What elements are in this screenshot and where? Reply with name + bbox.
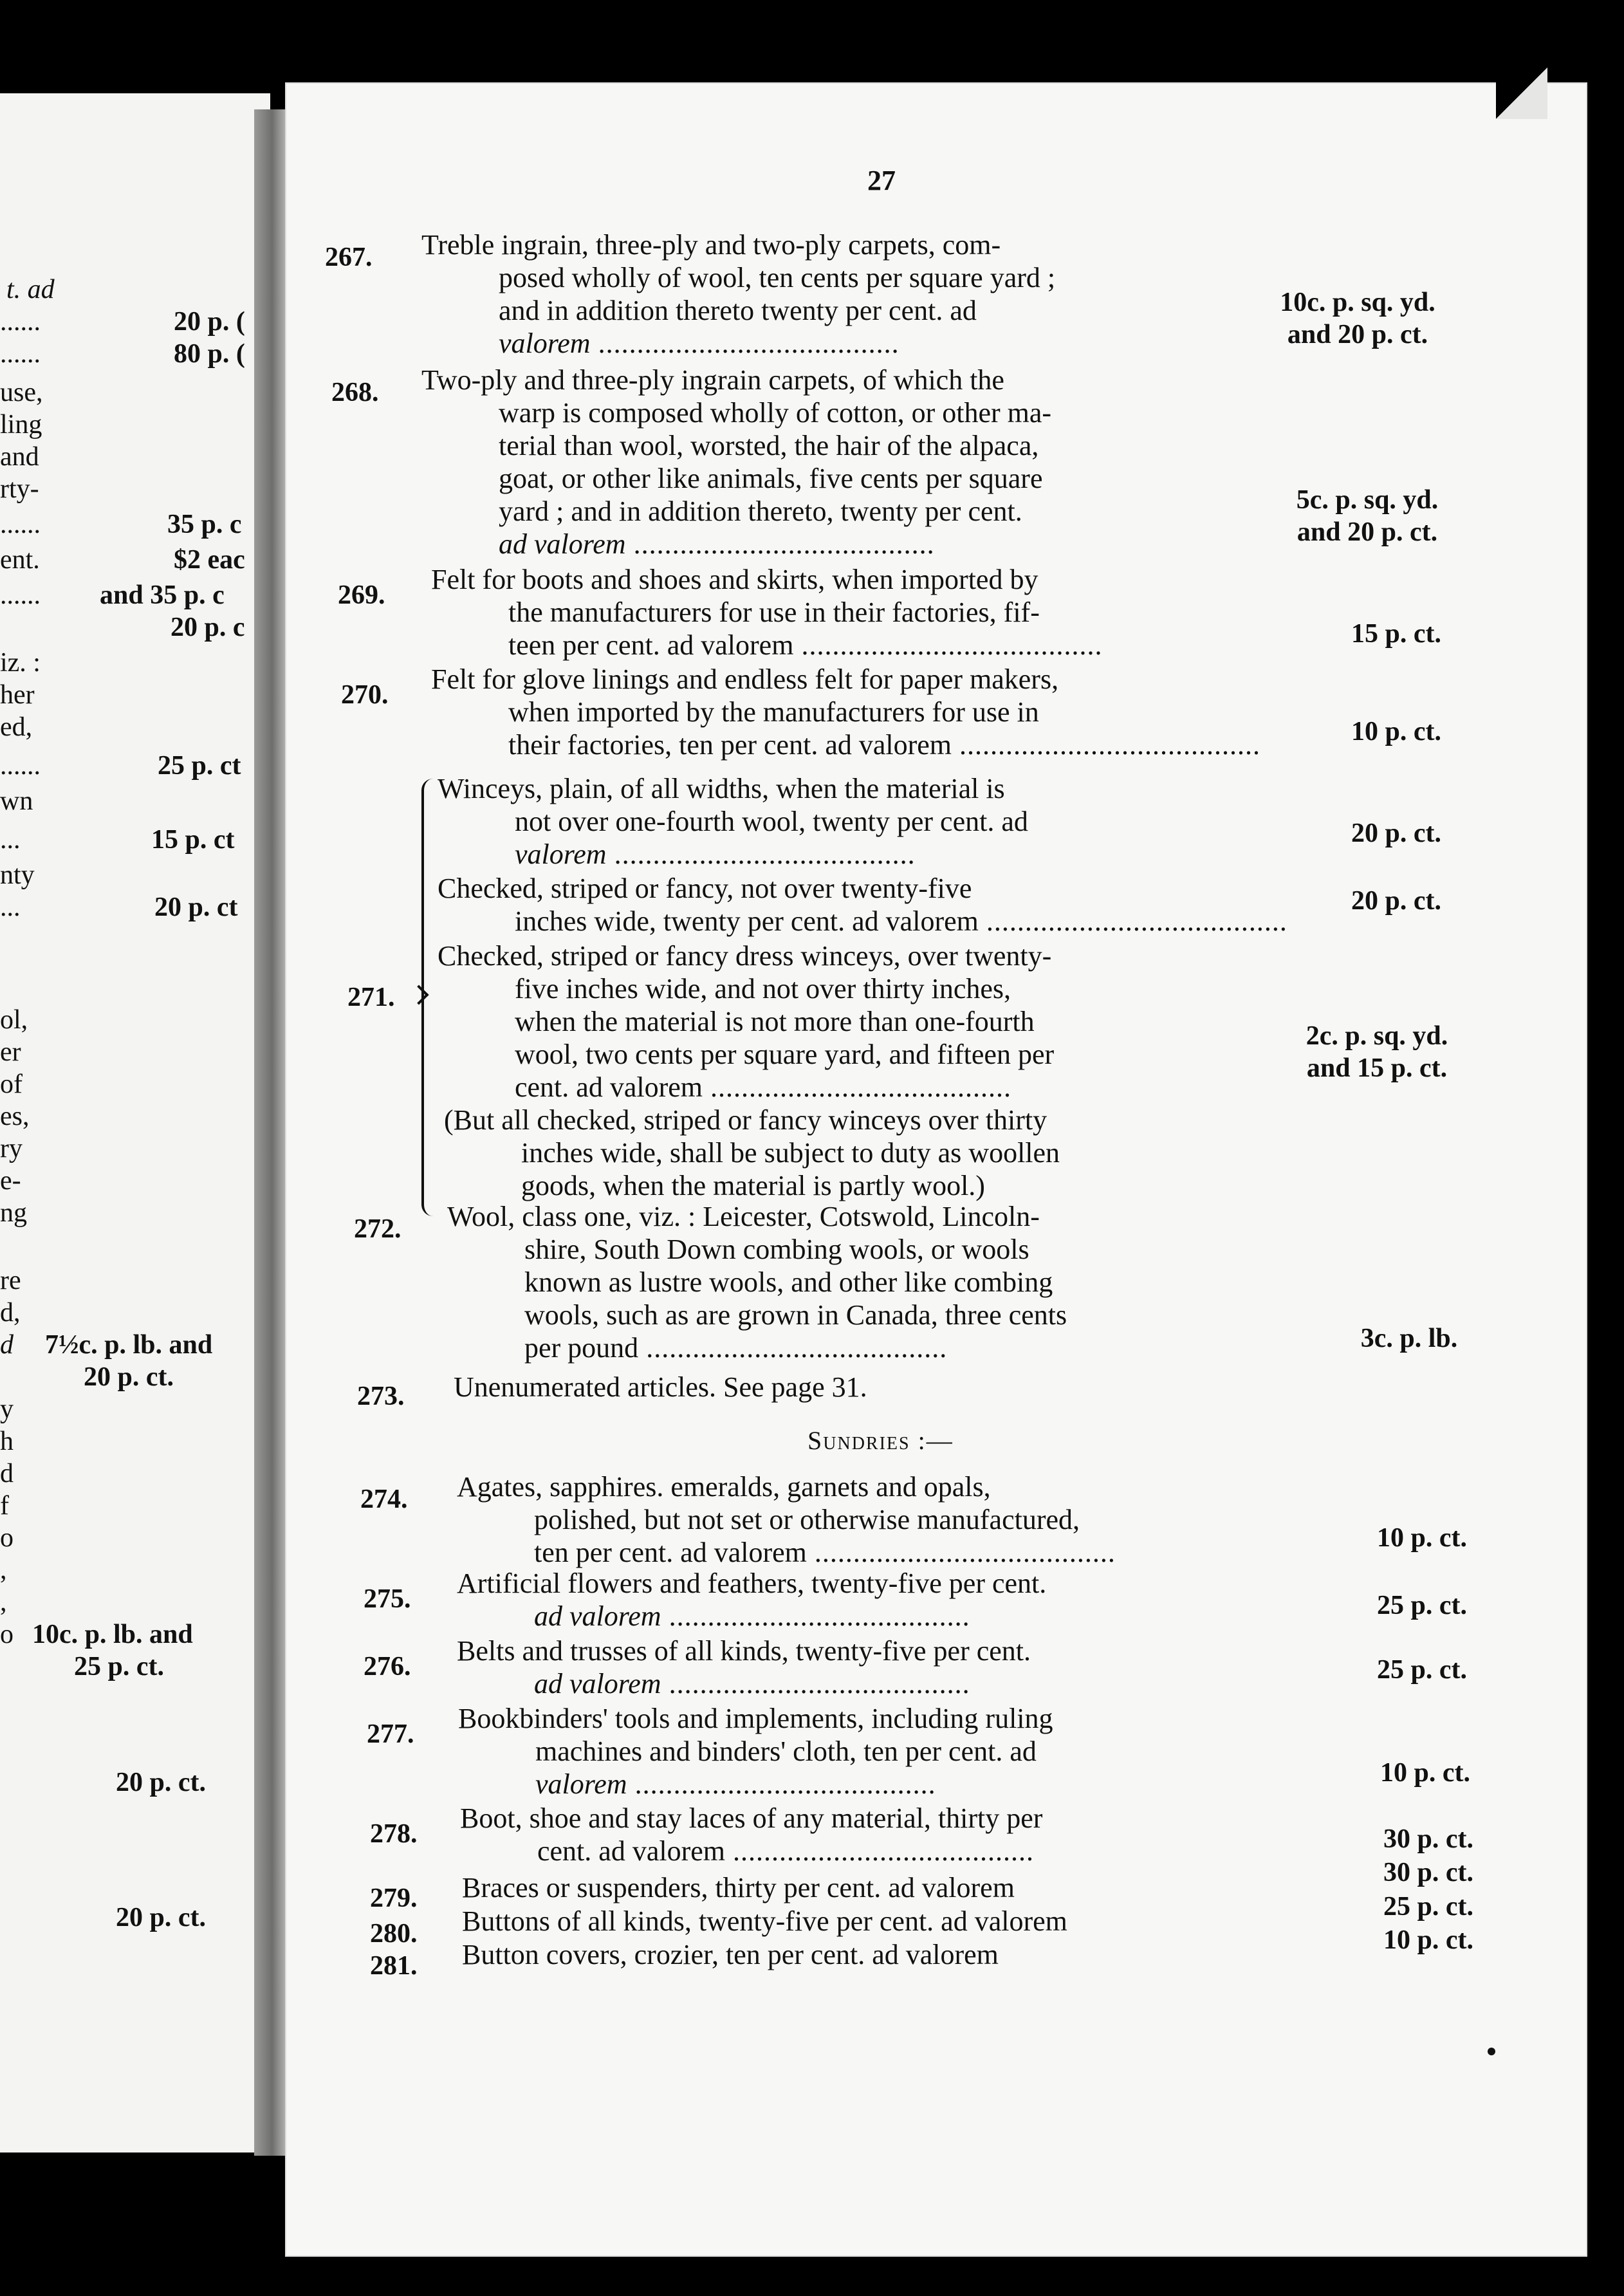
entry-text: Button covers, crozier, ten per cent. ad valorem (462, 1939, 999, 1970)
entry-number: 277. (367, 1719, 414, 1749)
entry-text: Checked, striped or fancy dress winceys, over twenty- five inches wide, and not over thirty inches, when the material is not more than one-fourth wool, two cents per square yard, and fifteen per cent. ad valorem ..... (438, 940, 1054, 1104)
entry-text: Winceys, plain, of all widths, when the material is not over one-fourth wool, twenty per cent. ad valorem ..... (438, 772, 1028, 871)
left-fragment: ...... (0, 580, 41, 610)
left-fragment: 20 p. ( (174, 307, 245, 337)
entry-text: Checked, striped or fancy, not over twenty-five inches wide, twenty per cent. ad valorem ..... (438, 872, 1287, 938)
entry-number: 278. (370, 1819, 418, 1849)
entry-number: 275. (364, 1584, 411, 1614)
left-fragment: 80 p. ( (174, 339, 245, 369)
left-fragment: wn (0, 786, 33, 816)
duty-rate: 25 p. ct. (1377, 1591, 1467, 1620)
entry-text: Bookbinders' tools and implements, including ruling machines and binders' cloth, ten per cent. ad valorem ..... (458, 1702, 1053, 1801)
entry-text: Treble ingrain, three-ply and two-ply carpets, com- posed wholly of wool, ten cents per square yard ; and in addition thereto twenty per cent. ad valorem ..... (421, 228, 1055, 360)
duty-rate: 15 p. ct. (1351, 619, 1441, 649)
left-fragment: of (0, 1069, 23, 1099)
left-fragment: o (0, 1523, 14, 1553)
duty-rate: 20 p. ct. (1351, 819, 1441, 848)
entry-text: Felt for glove linings and endless felt for paper makers, when imported by the manufacturers for use in their factories, ten per cent. ad valorem ..... (431, 663, 1260, 761)
entry-text: Wool, class one, viz. : Leicester, Cotswold, Lincoln- shire, South Down combing wools, or wools known as lustre wools, and other like combing wools, such as are grown in Canada, three cents per pound ..... (447, 1200, 1067, 1364)
left-fragment: , (0, 1588, 7, 1617)
left-fragment: ...... (0, 307, 41, 337)
entry-number: 281. (370, 1951, 418, 1981)
left-fragment: 25 p. ct. (74, 1652, 164, 1681)
left-fragment: re (0, 1266, 21, 1295)
entry-text: (But all checked, striped or fancy winceys over thirty inches wide, shall be subject to duty as woollen goods, when the material is partly wool.) (444, 1104, 1060, 1201)
entry-text: Buttons of all kinds, twenty-five per cent. ad valorem (462, 1905, 1067, 1937)
left-fragment: rty- (0, 474, 39, 504)
left-fragment: ... (0, 893, 21, 922)
entry-text: Braces or suspenders, thirty per cent. ad valorem (462, 1872, 1015, 1903)
ink-speck (1488, 2048, 1495, 2055)
duty-rate: 25 p. ct. (1377, 1655, 1467, 1685)
entry-number: 273. (357, 1382, 405, 1411)
left-fragment: , (0, 1555, 7, 1585)
entry-text: Two-ply and three-ply ingrain carpets, of which the warp is composed wholly of cotton, or other ma- terial than wool, worsted, the hair of the alpaca, goat, or other like animals, five cents per square yard ; and in addition thereto, twenty per cent. ad valorem ..... (421, 364, 1051, 560)
duty-rate: 3c. p. lb. (1360, 1324, 1458, 1353)
left-fragment: ng (0, 1198, 27, 1228)
left-fragment: ed, (0, 712, 33, 742)
left-fragment: h (0, 1427, 14, 1456)
duty-rate: 20 p. ct. (1351, 886, 1441, 916)
left-fragment: o (0, 1620, 14, 1649)
left-fragment: ent. (0, 545, 40, 575)
duty-rate: 10 p. ct. (1377, 1523, 1467, 1553)
page-corner (1496, 68, 1547, 119)
left-fragment: d (0, 1330, 14, 1360)
entry-text: Boot, shoe and stay laces of any material, thirty per cent. ad valorem ..... (460, 1802, 1042, 1867)
duty-rate: 10 p. ct. (1383, 1925, 1473, 1955)
entry-text: Agates, sapphires. emeralds, garnets and opals, polished, but not set or otherwise manufactured, ten per cent. ad valorem ..... (457, 1470, 1116, 1569)
left-fragment: t. ad (6, 275, 55, 304)
duty-rate: 10 p. ct. (1351, 717, 1441, 746)
left-fragment: nty (0, 860, 35, 890)
left-fragment: y (0, 1394, 14, 1424)
section-heading: Sundries :— (807, 1426, 954, 1455)
left-fragment: 7½c. p. lb. and (45, 1330, 213, 1360)
left-fragment: iz. : (0, 648, 41, 678)
left-fragment: ...... (0, 510, 41, 539)
entry-number: 276. (364, 1652, 411, 1681)
entry-text: Felt for boots and shoes and skirts, when imported by the manufacturers for use in their factories, fif- teen per cent. ad valorem ..... (431, 563, 1102, 662)
left-fragment: e- (0, 1166, 21, 1196)
left-fragment: 20 p. ct (154, 893, 238, 922)
left-fragment: ol, (0, 1005, 28, 1035)
left-fragment: use, (0, 378, 43, 407)
left-fragment: d, (0, 1298, 21, 1328)
left-fragment: ry (0, 1134, 23, 1163)
left-fragment: and (0, 442, 39, 472)
left-fragment: 25 p. ct (158, 751, 241, 781)
entry-number: 271. (347, 983, 395, 1012)
left-fragment: 20 p. c (171, 613, 245, 642)
entry-number: 272. (354, 1214, 401, 1244)
entry-text: Belts and trusses of all kinds, twenty-five per cent. ad valorem ..... (457, 1634, 1031, 1700)
duty-rate: 2c. p. sq. yd. and 15 p. ct. (1306, 1021, 1448, 1083)
duty-rate: 5c. p. sq. yd. and 20 p. ct. (1296, 485, 1439, 547)
left-fragment: ...... (0, 339, 41, 369)
left-page (0, 93, 270, 2152)
entry-number: 269. (338, 580, 385, 610)
left-fragment: ling (0, 410, 42, 440)
entry-text: Artificial flowers and feathers, twenty-five per cent. ad valorem ..... (457, 1567, 1046, 1633)
left-fragment: 10c. p. lb. and (32, 1620, 193, 1649)
left-fragment: 20 p. ct. (116, 1903, 206, 1932)
entry-number: 274. (360, 1485, 408, 1514)
page-number: 27 (867, 165, 896, 196)
left-fragment: ... (0, 825, 21, 855)
left-fragment: 20 p. ct. (116, 1768, 206, 1797)
duty-rate: 10 p. ct. (1380, 1758, 1470, 1788)
entry-number: 268. (331, 378, 379, 407)
left-fragment: er (0, 1037, 21, 1067)
left-fragment: and 35 p. c (100, 580, 225, 610)
left-fragment: 35 p. c (167, 510, 242, 539)
entry-text: Unenumerated articles. See page 31. (454, 1371, 867, 1403)
entry-number: 280. (370, 1919, 418, 1949)
duty-rate: 30 p. ct. (1383, 1824, 1473, 1854)
left-fragment: her (0, 680, 35, 710)
left-fragment: $2 eac (174, 545, 245, 575)
left-fragment: ...... (0, 751, 41, 781)
entry-number: 279. (370, 1884, 418, 1913)
left-fragment: d (0, 1459, 14, 1488)
left-fragment: 20 p. ct. (84, 1362, 174, 1392)
duty-rate: 25 p. ct. (1383, 1892, 1473, 1921)
duty-rate: 10c. p. sq. yd. and 20 p. ct. (1280, 288, 1435, 349)
duty-rate: 30 p. ct. (1383, 1858, 1473, 1887)
left-fragment: 15 p. ct (151, 825, 235, 855)
left-fragment: f (0, 1491, 9, 1521)
left-fragment: es, (0, 1102, 30, 1131)
entry-number: 267. (325, 243, 373, 272)
entry-number: 270. (341, 680, 389, 710)
